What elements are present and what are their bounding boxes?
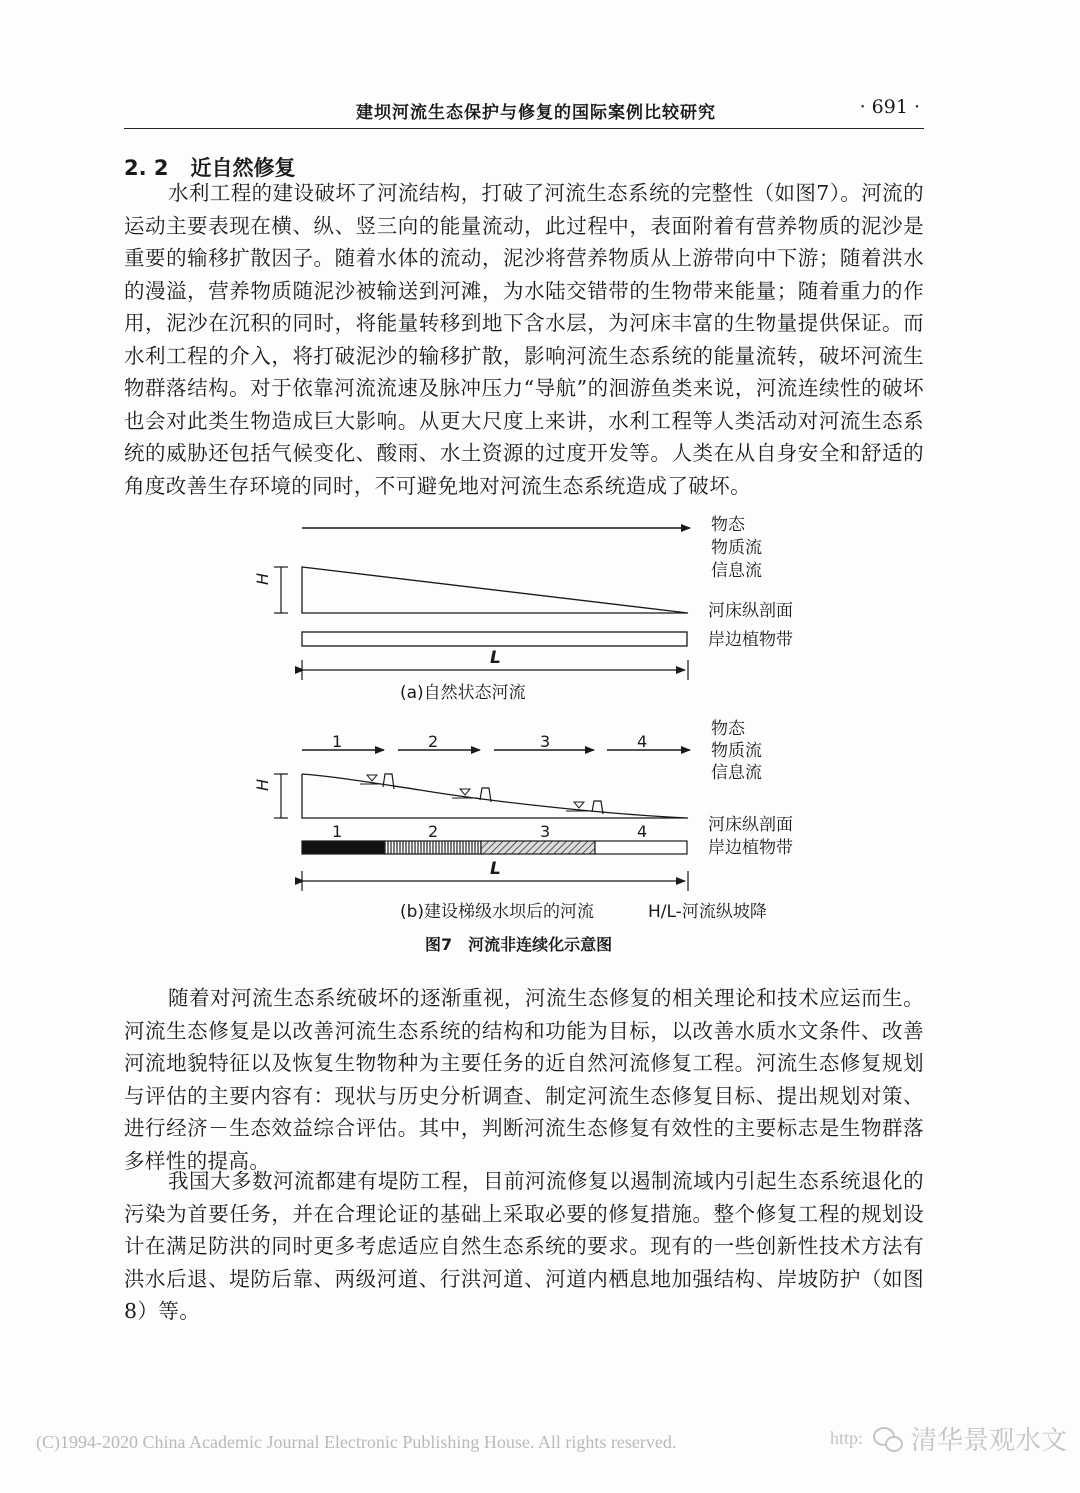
- bank-strip-seg-2: [384, 841, 481, 854]
- segment-bottom-4: 4: [637, 822, 648, 841]
- riverbed-profile: [302, 567, 688, 613]
- segment-top-2: 2: [428, 732, 439, 751]
- riverbed-label: 河床纵剖面: [708, 601, 793, 621]
- flow-label-info-b: 信息流: [711, 763, 762, 783]
- height-label: H: [253, 572, 272, 585]
- riverbed-label-b: 河床纵剖面: [708, 815, 793, 835]
- segment-bottom-1: 1: [332, 822, 343, 841]
- journal-article-title: 建坝河流生态保护与修复的国际案例比较研究: [356, 103, 716, 123]
- watermark: [830, 1420, 1067, 1457]
- flow-label-state: 物态: [711, 515, 745, 535]
- segment-top-3: 3: [540, 732, 551, 751]
- flow-label-material: 物质流: [711, 538, 762, 558]
- flow-label-material-b: 物质流: [711, 741, 762, 761]
- segment-top-4: 4: [637, 732, 648, 751]
- page-number: · 691 ·: [859, 96, 920, 118]
- water-level-icon: [574, 802, 584, 808]
- figure-panel-b: [253, 719, 793, 922]
- running-header: [124, 94, 924, 129]
- slope-note: H/L-河流纵坡降: [648, 902, 767, 922]
- length-label: L: [490, 648, 501, 668]
- caption-a: (a)自然状态河流: [400, 683, 526, 703]
- bank-strip-seg-4: [595, 841, 687, 854]
- figure-caption: 图7 河流非连续化示意图: [425, 935, 613, 954]
- bank-strip-seg-1: [302, 841, 384, 854]
- height-label-b: H: [253, 778, 272, 791]
- section-title: 近自然修复: [190, 156, 296, 180]
- watermark-url: http:: [830, 1428, 864, 1448]
- copyright-text: (C)1994-2020 China Academic Journal Electronic Publishing House. All rights reserved.: [36, 1432, 677, 1452]
- caption-b: (b)建设梯级水坝后的河流: [400, 902, 595, 922]
- bank-vegetation-strip: [302, 632, 687, 646]
- length-label-b: L: [490, 859, 501, 879]
- wechat-icon: [873, 1427, 903, 1451]
- bank-strip-seg-3: [481, 841, 595, 854]
- flow-label-info: 信息流: [711, 561, 762, 581]
- dam-2: [480, 788, 491, 802]
- dam-3: [592, 801, 603, 814]
- bank-label: 岸边植物带: [708, 630, 793, 650]
- segment-bottom-3: 3: [540, 822, 551, 841]
- figure-panel-a: [253, 515, 793, 703]
- watermark-text: 清华景观水文: [911, 1426, 1068, 1456]
- paragraph-1: 水利工程的建设破坏了河流结构，打破了河流生态系统的完整性（如图7）。河流的运动主要表现在横、纵、竖三向的能量流动，此过程中，表面附着有营养物质的泥沙是重要的输移扩散因子。随着水体的流动，泥沙将营养物质从上游带向中下游；随着洪水的漫溢，营养物质随泥沙被输送到河滩，为水陆交错带的生物带来能量；随着重力的作用，泥沙在沉积的同时，将能量转移到地下含水层，为河床丰富的生物量提供保证。而水利工程的介入，将打破泥沙的输移扩散，影响河流生态系统的能量流转，破坏河流生物群落结构。对于依靠河流流速及脉冲压力“导航”的洄游鱼类来说，河流连续性的破坏也会对此类生物造成巨大影响。从更大尺度上来讲，水利工程等人类活动对河流生态系统的威胁还包括气候变化、酸雨、水土资源的过度开发等。人类在从自身安全和舒适的角度改善生存环境的同时，不可避免地对河流生态系统造成了破坏。: [124, 181, 924, 498]
- section-number: 2. 2: [124, 156, 169, 180]
- flow-label-state-b: 物态: [711, 719, 745, 739]
- segment-top-1: 1: [332, 732, 343, 751]
- riverbed-profile-b: [302, 774, 688, 818]
- bank-label-b: 岸边植物带: [708, 838, 793, 858]
- paragraph-2: 随着对河流生态系统破坏的逐渐重视，河流生态修复的相关理论和技术应运而生。河流生态修复是以改善河流生态系统的结构和功能为目标，以改善水质水文条件、改善河流地貌特征以及恢复生物物种为主要任务的近自然河流修复工程。河流生态修复规划与评估的主要内容有：现状与历史分析调查、制定河流生态修复目标、提出规划对策、进行经济－生态效益综合评估。其中，判断河流生态修复有效性的主要标志是生物群落多样性的提高。: [124, 986, 924, 1173]
- water-level-icon: [460, 789, 470, 795]
- paragraph-3: 我国大多数河流都建有堤防工程，目前河流修复以遏制流域内引起生态系统退化的污染为首要任务，并在合理论证的基础上采取必要的修复措施。整个修复工程的规划设计在满足防洪的同时更多考虑适应自然生态系统的要求。现有的一些创新性技术方法有洪水后退、堤防后靠、两级河道、行洪河道、河道内栖息地加强结构、岸坡防护（如图8）等。: [124, 1169, 924, 1323]
- copyright-footer: [36, 1432, 676, 1453]
- dam-1: [383, 774, 394, 789]
- segment-bottom-2: 2: [428, 822, 439, 841]
- water-level-icon: [367, 775, 377, 781]
